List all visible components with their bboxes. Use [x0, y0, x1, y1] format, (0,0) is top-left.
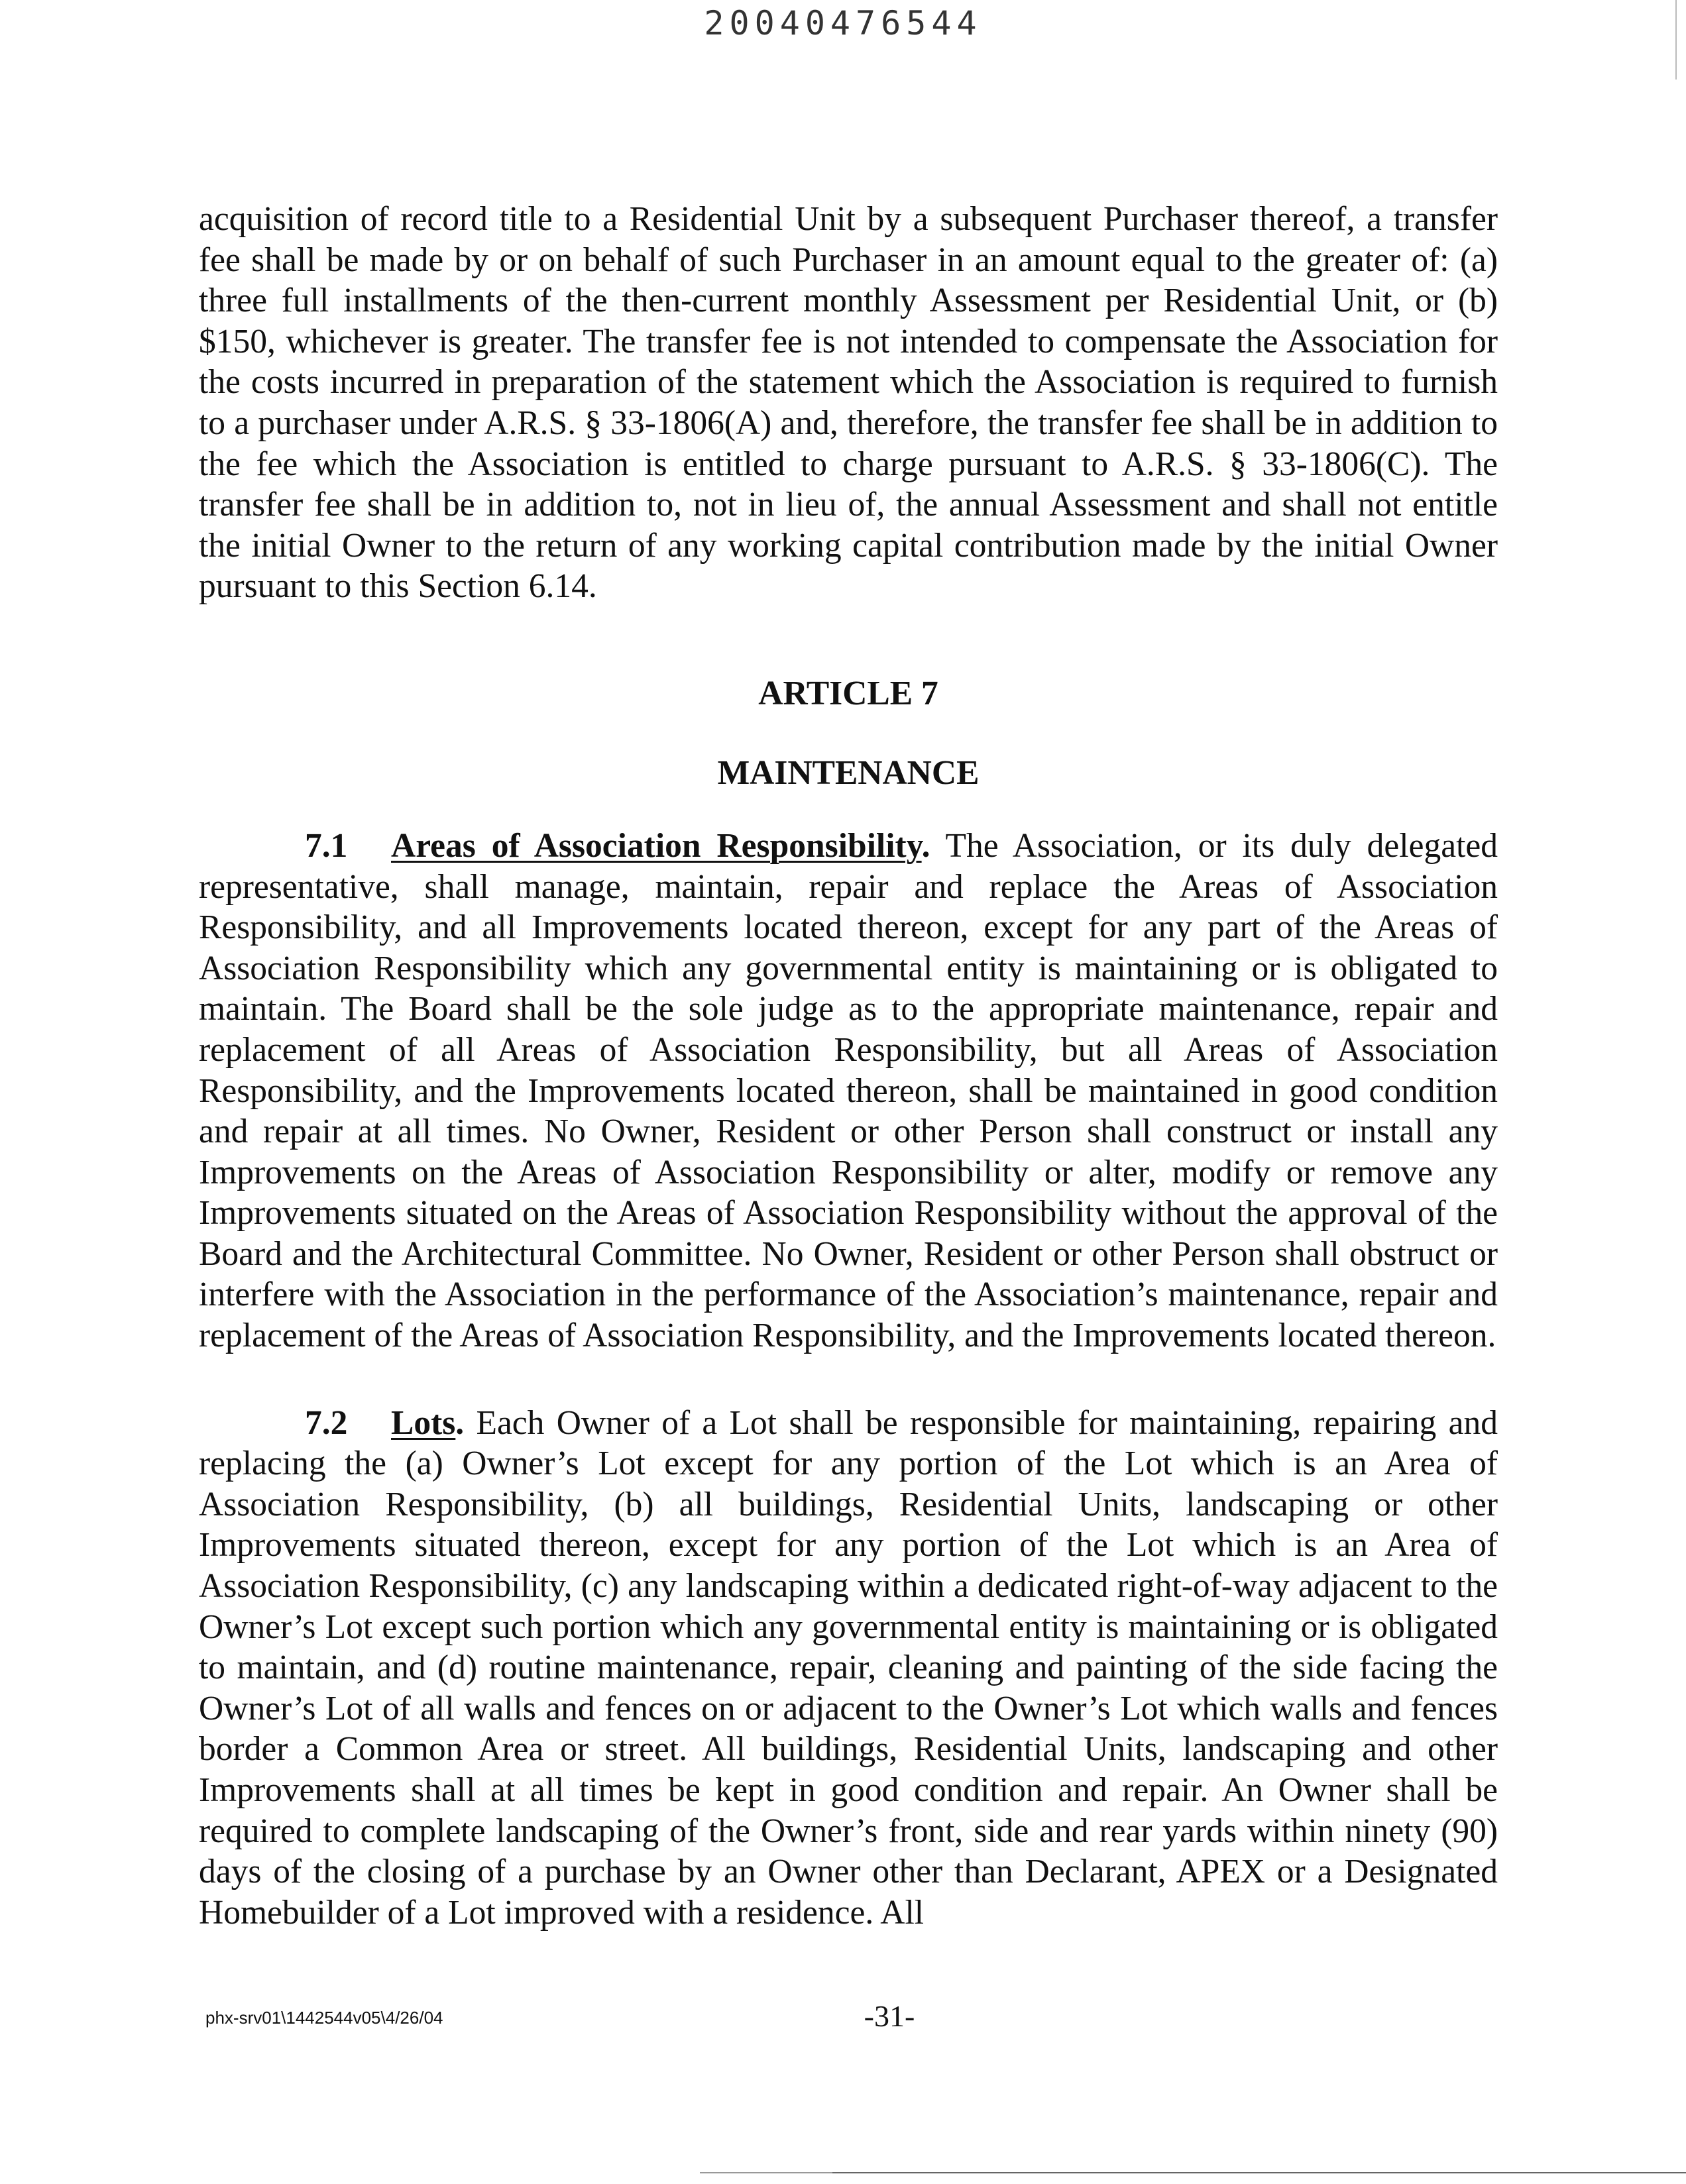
section-number: 7.1 [305, 826, 348, 865]
page-body [199, 199, 1498, 1933]
page-number: -31- [864, 1999, 915, 2033]
bottom-rule-segment [700, 2172, 832, 2173]
article-subtitle: MAINTENANCE [717, 753, 980, 792]
continuation-paragraph: acquisition of record title to a Residential Unit by a subsequent Purchaser thereof, a transfer fee shall be made by or on behalf of such Purchaser in an amount equal to the greater of: (a) three full installments of the then-current monthly Assessment per Residential Unit, or (b) $150, whichever is greater. The transfer fee is not intended to compensate the Association for the costs incurred in preparation of the statement which the Association is required to furnish to a purchaser under A.R.S. § 33-1806(A) and, therefore, the transfer fee shall be in addition to the fee which the Association is entitled to charge pursuant to A.R.S. § 33-1806(C). The transfer fee shall be in addition to, not in lieu of, the annual Assessment and shall not entitle the initial Owner to the return of any working capital contribution made by the initial Owner pursuant to this Section 6.14. [199, 200, 1498, 606]
article-title: ARTICLE 7 [758, 674, 938, 712]
section-text: Each Owner of a Lot shall be responsible for maintaining, repairing and replacing the (a) Owner’s Lot except for any portion of the Lot which is an Area of Association Responsibility, (b) all buildings, Residential Units, landscaping or other Improvements situated thereon, except for any portion of the Lot which is an Area of Association Responsibility, (c) any landscaping within a dedicated right-of-way adjacent to the Owner’s Lot except such portion which any governmental entity is maintaining or is obligated to maintain, and (d) routine maintenance, repair, cleaning and painting of the side facing the Owner’s Lot of all walls and fences on or adjacent to the Owner’s Lot which walls and fences border a Common Area or street. All buildings, Residential Units, landscaping and other Improvements shall at all times be kept in good condition and repair. An Owner shall be required to complete landscaping of the Owner’s front, side and rear yards within ninety (90) days of the closing of a purchase by an Owner other than Declarant, APEX or a Designated Homebuilder of a Lot improved with a residence. All [199, 1403, 1498, 1932]
section-title: Areas of Association Responsibility [391, 826, 922, 865]
section-7-1: 7.1 Areas of Association Responsibility. The Association, or its duly delegated representative, shall manage, maintain, repair and replace the Areas of Association Responsibility, and all Improvements located thereon, except for any part of the Areas of Association Responsibility which any governmental entity is maintaining or is obligated to maintain. The Board shall be the sole judge as to the appropriate maintenance, repair and replacement of all Areas of Association Responsibility, but all Areas of Association Responsibility, and the Improvements located thereon, shall be maintained in good condition and repair at all times. No Owner, Resident or other Person shall construct or install any Improvements on the Areas of Association Responsibility or alter, modify or remove any Improvements situated on the Areas of Association Responsibility without the approval of the Board and the Architectural Committee. No Owner, Resident or other Person shall obstruct or interfere with the Association in the performance of the Association’s maintenance, repair and replacement of the Areas of Association Responsibility, and the Improvements located thereon. [199, 826, 1498, 1355]
footer-file-reference: phx-srv01\1442544v05\4/26/04 [205, 2008, 443, 2028]
section-title: Lots [391, 1403, 456, 1442]
document-number: 20040476544 [704, 4, 982, 42]
scan-edge-line [1675, 0, 1677, 80]
section-text: The Association, or its duly delegated representative, shall manage, maintain, repair and replace the Areas of Association Responsibility, and all Improvements located thereon, except for any part of the Areas of Association Responsibility which any governmental entity is maintaining or is obligated to maintain. The Board shall be the sole judge as to the appropriate maintenance, repair and replacement of all Areas of Association Responsibility, but all Areas of Association Responsibility, and the Improvements located thereon, shall be maintained in good condition and repair at all times. No Owner, Resident or other Person shall construct or install any Improvements on the Areas of Association Responsibility or alter, modify or remove any Improvements situated on the Areas of Association Responsibility without the approval of the Board and the Architectural Committee. No Owner, Resident or other Person shall obstruct or interfere with the Association in the performance of the Association’s maintenance, repair and replacement of the Areas of Association Responsibility, and the Improvements located thereon. [199, 826, 1498, 1355]
section-number: 7.2 [305, 1403, 348, 1442]
bottom-rule [700, 2172, 1686, 2173]
section-7-2: 7.2 Lots. Each Owner of a Lot shall be responsible for maintaining, repairing and replacing the (a) Owner’s Lot except for any portion of the Lot which is an Area of Association Responsibility, (b) all buildings, Residential Units, landscaping or other Improvements situated thereon, except for any portion of the Lot which is an Area of Association Responsibility, (c) any landscaping within a dedicated right-of-way adjacent to the Owner’s Lot except such portion which any governmental entity is maintaining or is obligated to maintain, and (d) routine maintenance, repair, cleaning and painting of the side facing the Owner’s Lot of all walls and fences on or adjacent to the Owner’s Lot which walls and fences border a Common Area or street. All buildings, Residential Units, landscaping and other Improvements shall at all times be kept in good condition and repair. An Owner shall be required to complete landscaping of the Owner’s front, side and rear yards within ninety (90) days of the closing of a purchase by an Owner other than Declarant, APEX or a Designated Homebuilder of a Lot improved with a residence. All [199, 1403, 1498, 1932]
